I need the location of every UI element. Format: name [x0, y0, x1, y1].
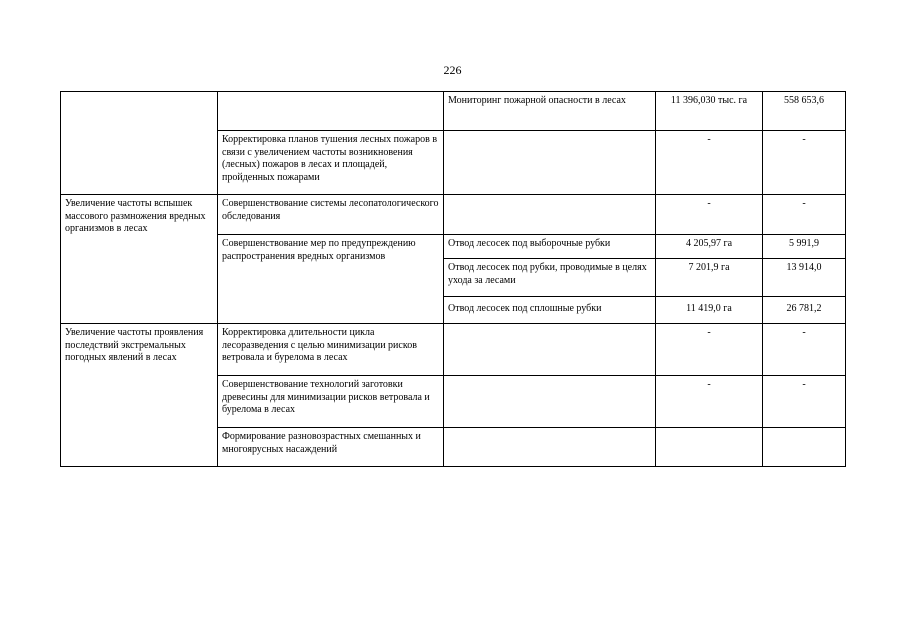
- volume-cell: -: [656, 195, 763, 235]
- cost-cell: -: [763, 195, 846, 235]
- measure-cell: [444, 195, 656, 235]
- cost-cell: -: [763, 131, 846, 195]
- volume-cell: [656, 428, 763, 467]
- risk-cell: [61, 92, 218, 195]
- volume-cell: -: [656, 376, 763, 428]
- action-cell: Формирование разновозрастных смешанных и многоярусных насаждений: [218, 428, 444, 467]
- volume-cell: 7 201,9 га: [656, 259, 763, 297]
- measure-cell: [444, 428, 656, 467]
- action-cell: Корректировка длительности цикла лесоразведения с целью минимизации рисков ветровала и бурелома в лесах: [218, 324, 444, 376]
- volume-cell: 11 419,0 га: [656, 297, 763, 324]
- measure-cell: Мониторинг пожарной опасности в лесах: [444, 92, 656, 131]
- table-row: [61, 195, 846, 235]
- measure-cell: Отвод лесосек под рубки, проводимые в целях ухода за лесами: [444, 259, 656, 297]
- risk-cell: Увеличение частоты проявления последствий экстремальных погодных явлений в лесах: [61, 324, 218, 467]
- table-row: [61, 324, 846, 376]
- action-cell: Совершенствование технологий заготовки древесины для минимизации рисков ветровала и бурелома в лесах: [218, 376, 444, 428]
- measure-cell: [444, 376, 656, 428]
- measure-cell: [444, 324, 656, 376]
- volume-cell: -: [656, 131, 763, 195]
- action-cell: Совершенствование мер по предупреждению распространения вредных организмов: [218, 235, 444, 324]
- adaptation-measures-table: [60, 91, 846, 467]
- table-row: [61, 92, 846, 131]
- cost-cell: 13 914,0: [763, 259, 846, 297]
- cost-cell: [763, 428, 846, 467]
- measure-cell: Отвод лесосек под выборочные рубки: [444, 235, 656, 259]
- risk-cell: Увеличение частоты вспышек массового размножения вредных организмов в лесах: [61, 195, 218, 324]
- volume-cell: 4 205,97 га: [656, 235, 763, 259]
- volume-cell: -: [656, 324, 763, 376]
- action-cell: [218, 92, 444, 131]
- measure-cell: Отвод лесосек под сплошные рубки: [444, 297, 656, 324]
- cost-cell: 26 781,2: [763, 297, 846, 324]
- cost-cell: -: [763, 376, 846, 428]
- action-cell: Корректировка планов тушения лесных пожаров в связи с увеличением частоты возникновения (лесных) пожаров в лесах и площадей, пройденных пожарами: [218, 131, 444, 195]
- volume-cell: 11 396,030 тыс. га: [656, 92, 763, 131]
- cost-cell: -: [763, 324, 846, 376]
- page-number: 226: [443, 63, 462, 77]
- action-cell: Совершенствование системы лесопатологического обследования: [218, 195, 444, 235]
- measure-cell: [444, 131, 656, 195]
- cost-cell: 5 991,9: [763, 235, 846, 259]
- cost-cell: 558 653,6: [763, 92, 846, 131]
